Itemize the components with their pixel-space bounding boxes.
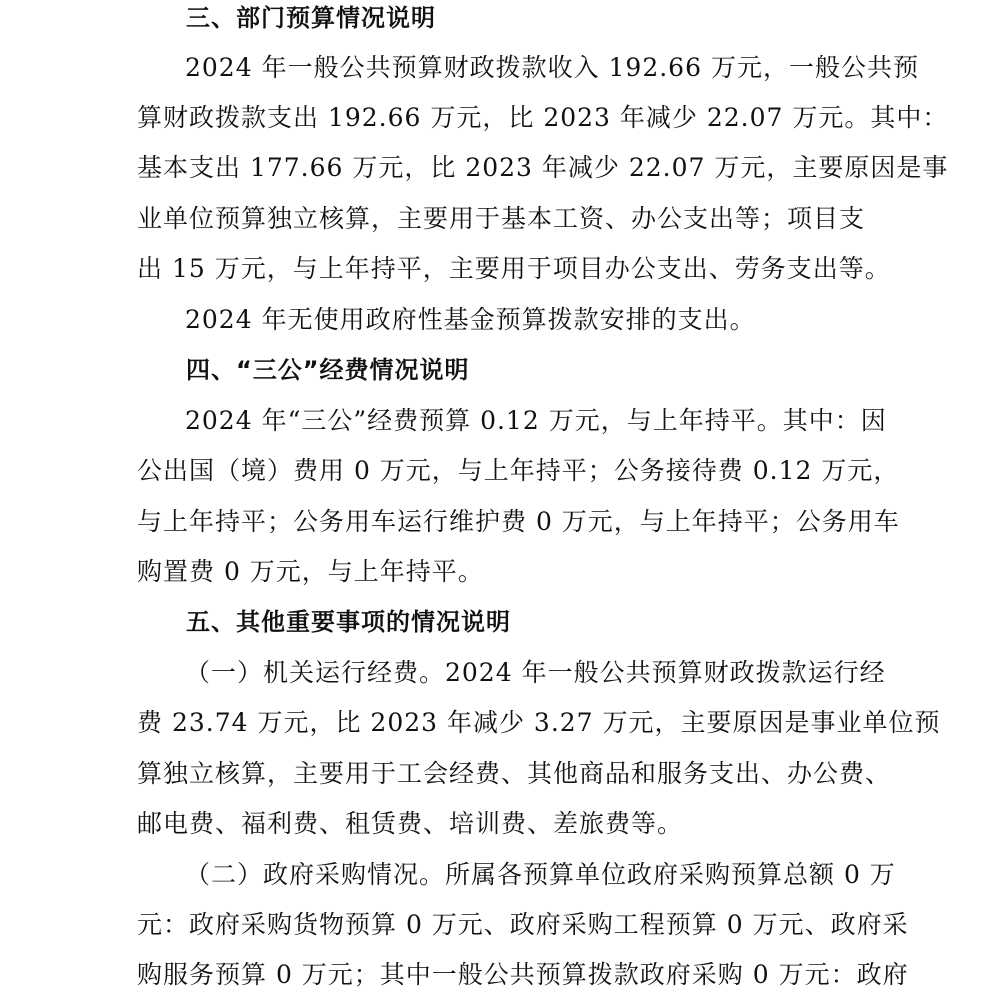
paragraph-line: 购置费 0 万元，与上年持平。 bbox=[137, 557, 484, 586]
paragraph-line: 费 23.74 万元，比 2023 年减少 3.27 万元，主要原因是事业单位预 bbox=[137, 708, 941, 737]
paragraph-line: 邮电费、福利费、租赁费、培训费、差旅费等。 bbox=[137, 809, 684, 838]
paragraph-line: 算财政拨款支出 192.66 万元，比 2023 年减少 22.07 万元。其中： bbox=[137, 103, 949, 132]
paragraph-line: 出 15 万元，与上年持平，主要用于项目办公支出、劳务支出等。 bbox=[137, 254, 891, 283]
paragraph-line: 2024 年一般公共预算财政拨款收入 192.66 万元，一般公共预 bbox=[185, 53, 919, 82]
paragraph-line: 与上年持平；公务用车运行维护费 0 万元，与上年持平；公务用车 bbox=[137, 507, 900, 536]
section-heading-three-public: 四、“三公”经费情况说明 bbox=[186, 356, 470, 384]
paragraph-line: 2024 年“三公”经费预算 0.12 万元，与上年持平。其中：因 bbox=[185, 406, 887, 435]
paragraph-line: 2024 年无使用政府性基金预算拨款安排的支出。 bbox=[185, 305, 756, 334]
paragraph-line: （二）政府采购情况。所属各预算单位政府采购预算总额 0 万 bbox=[185, 860, 896, 889]
paragraph-line: 业单位预算独立核算，主要用于基本工资、办公支出等；项目支 bbox=[137, 204, 866, 233]
paragraph-line: 购服务预算 0 万元；其中一般公共预算拨款政府采购 0 万元：政府 bbox=[137, 960, 909, 989]
paragraph-line: （一）机关运行经费。2024 年一般公共预算财政拨款运行经 bbox=[185, 658, 886, 687]
paragraph-line: 元：政府采购货物预算 0 万元、政府采购工程预算 0 万元、政府采 bbox=[137, 910, 909, 939]
paragraph-line: 公出国（境）费用 0 万元，与上年持平；公务接待费 0.12 万元， bbox=[137, 456, 900, 485]
paragraph-line: 算独立核算，主要用于工会经费、其他商品和服务支出、办公费、 bbox=[137, 759, 892, 788]
paragraph-line: 基本支出 177.66 万元，比 2023 年减少 22.07 万元，主要原因是事 bbox=[137, 153, 949, 182]
section-heading-budget: 三、部门预算情况说明 bbox=[186, 4, 436, 32]
section-heading-other-matters: 五、其他重要事项的情况说明 bbox=[186, 608, 511, 636]
